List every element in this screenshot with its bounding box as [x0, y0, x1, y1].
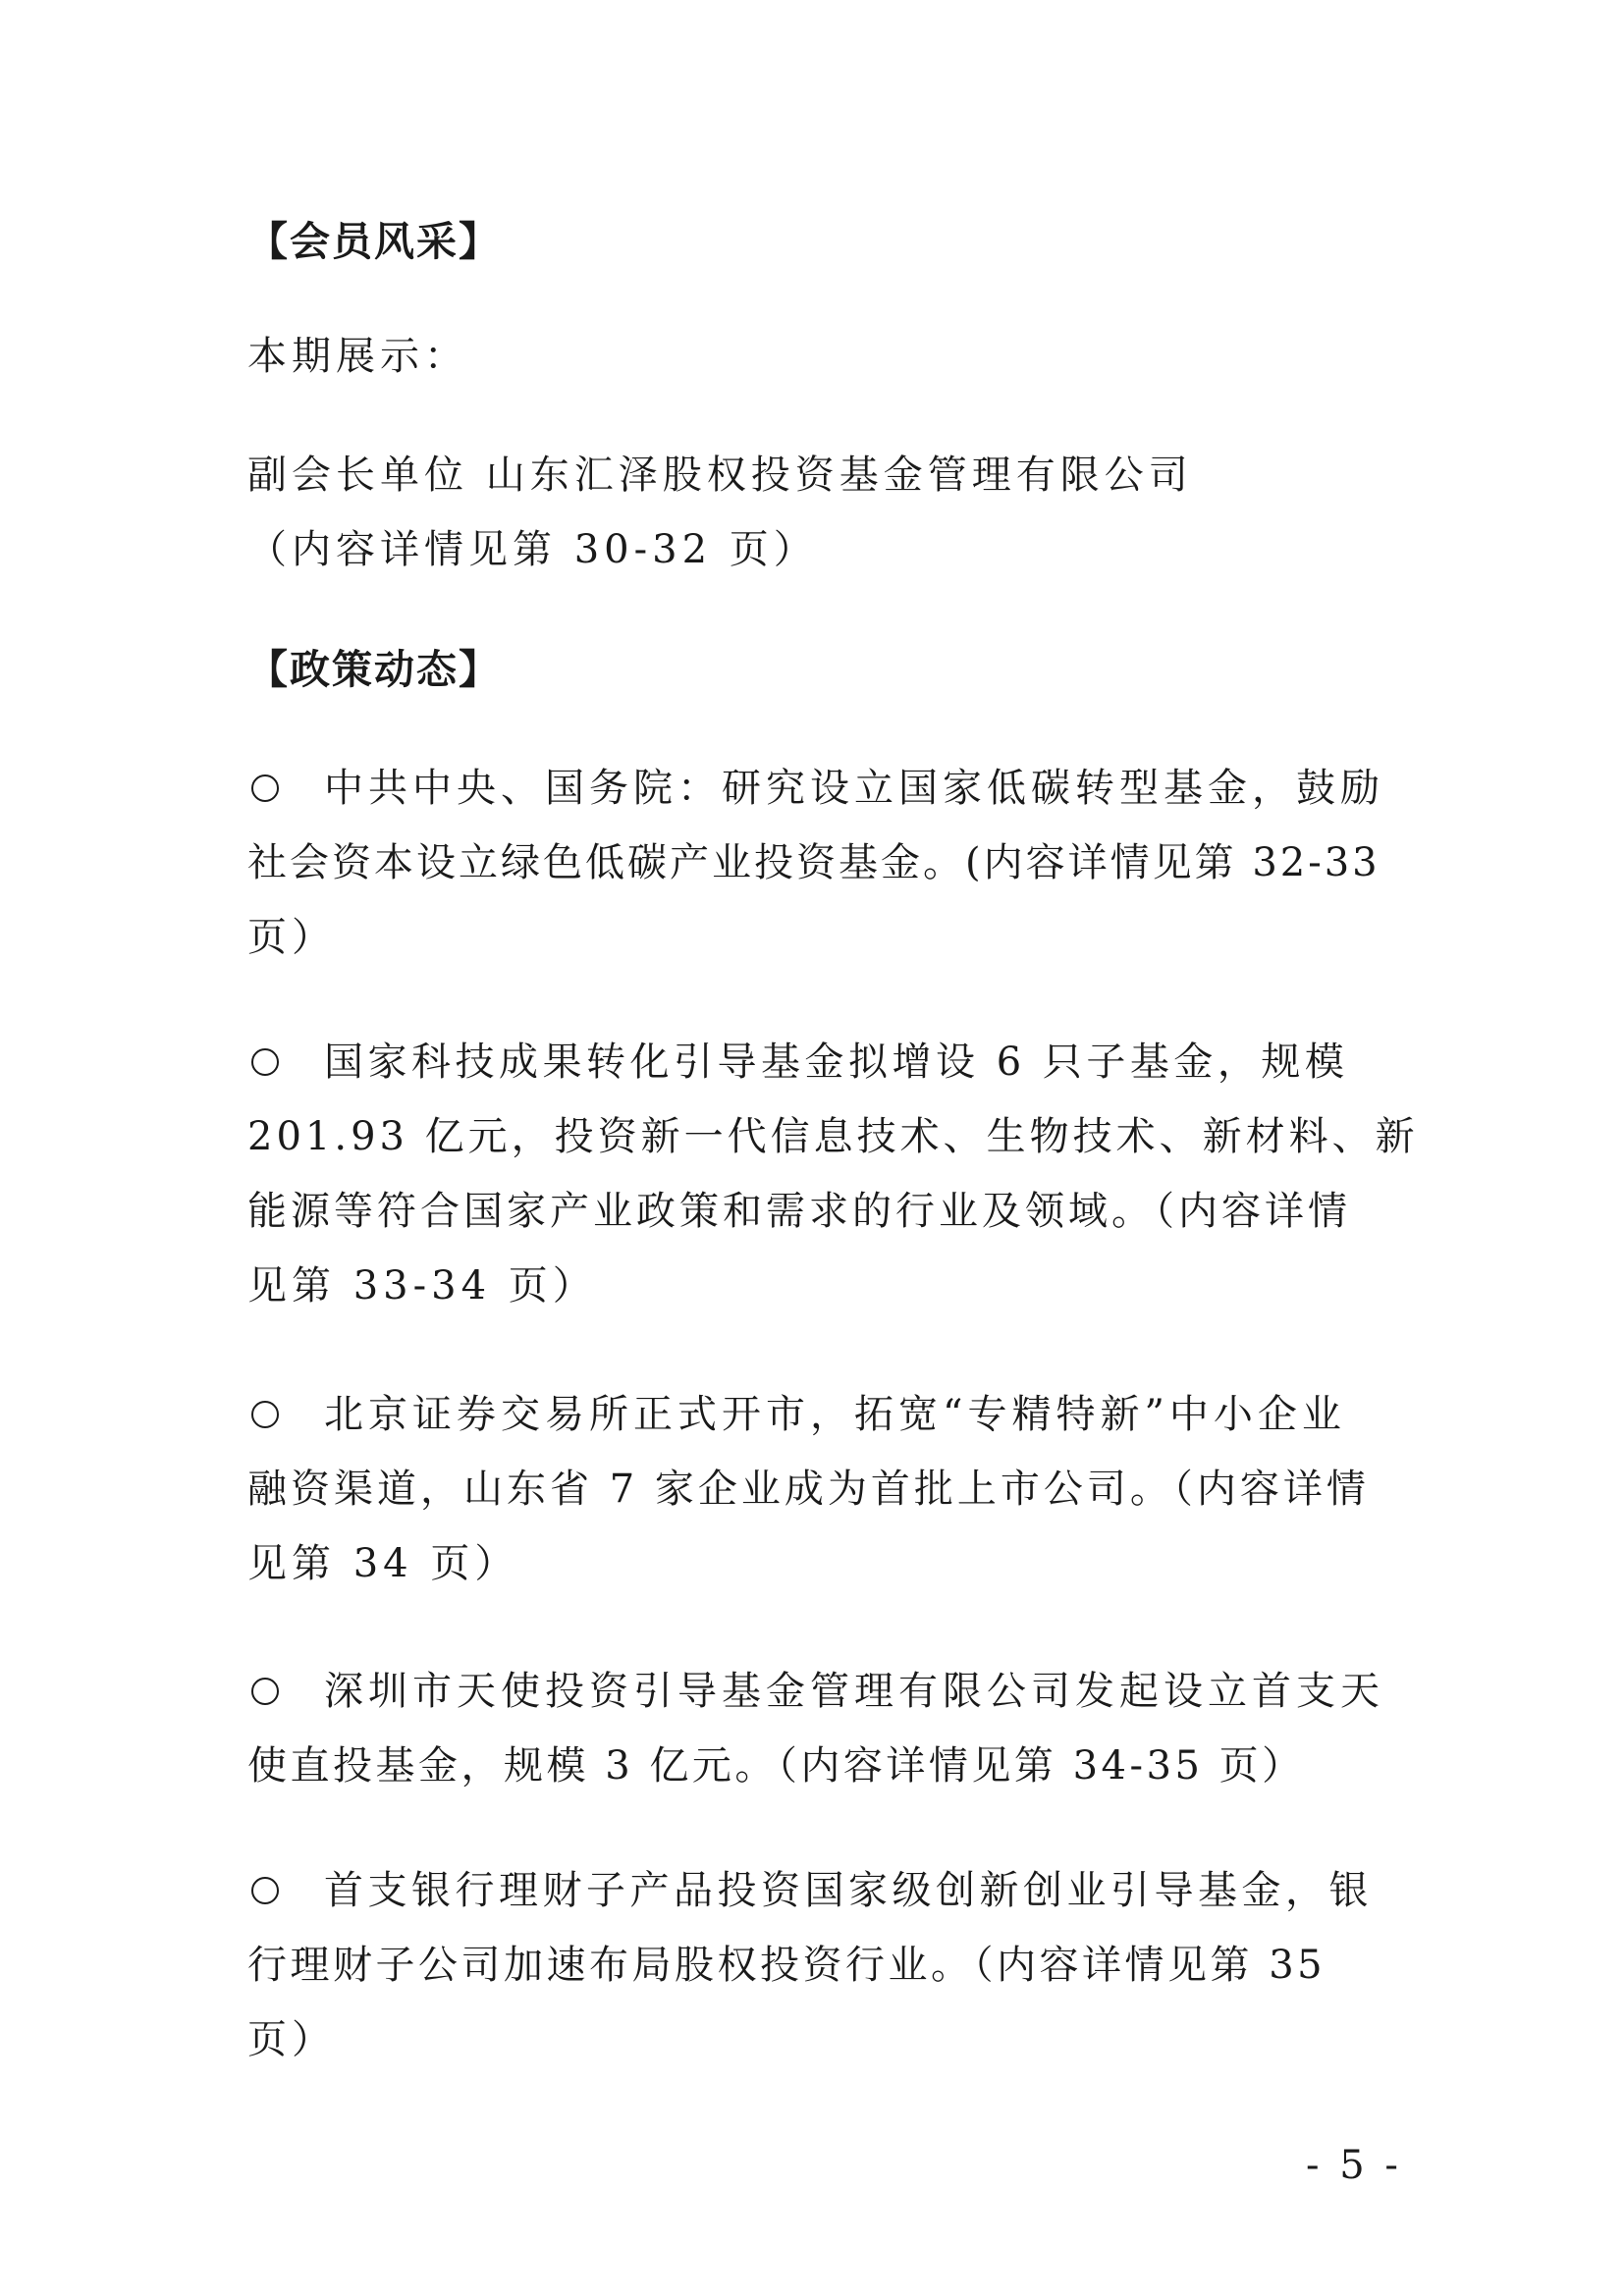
- policy-item-5-line-2: 行理财子公司加速布局股权投资行业。（内容详情见第 35: [247, 1943, 1326, 1988]
- policy-item-1-line-3: 页）: [247, 915, 336, 960]
- policy-item-5-line-1: 首支银行理财子产品投资国家级创新创业引导基金，银: [324, 1868, 1373, 1913]
- bullet-circle-icon: [251, 774, 279, 802]
- policy-item-2-line-1: 国家科技成果转化引导基金拟增设 6 只子基金，规模: [324, 1040, 1349, 1085]
- policy-item-3-line-3: 见第 34 页）: [247, 1541, 519, 1586]
- page-number: - 5 -: [1306, 2143, 1402, 2188]
- policy-item-3-line-1: 北京证券交易所正式开市，拓宽“专精特新”中小企业: [324, 1392, 1346, 1437]
- policy-item-5-line-3: 页）: [247, 2017, 336, 2062]
- bullet-circle-icon: [251, 1877, 279, 1904]
- policy-item-3-line-2: 融资渠道，山东省 7 家企业成为首批上市公司。（内容详情: [247, 1467, 1370, 1512]
- policy-item-4-line-1: 深圳市天使投资引导基金管理有限公司发起设立首支天: [324, 1669, 1384, 1714]
- policy-item-2-line-2: 201.93 亿元，投资新一代信息技术、生物技术、新材料、新: [247, 1114, 1419, 1159]
- policy-item-2-line-3: 能源等符合国家产业政策和需求的行业及领域。（内容详情: [247, 1189, 1351, 1234]
- policy-item-2-line-4: 见第 33-34 页）: [247, 1263, 597, 1308]
- bullet-circle-icon: [251, 1048, 279, 1076]
- policy-section-heading: 【政策动态】: [247, 646, 501, 693]
- member-entry-line-1: 副会长单位 山东汇泽股权投资基金管理有限公司: [247, 453, 1193, 498]
- member-entry-line-2: （内容详情见第 30-32 页）: [247, 527, 818, 572]
- bullet-circle-icon: [251, 1678, 279, 1705]
- policy-item-1-line-2: 社会资本设立绿色低碳产业投资基金。(内容详情见第 32-33: [247, 840, 1380, 885]
- policy-item-4-line-2: 使直投基金，规模 3 亿元。（内容详情见第 34-35 页）: [247, 1743, 1305, 1789]
- member-section-heading: 【会员风采】: [247, 218, 501, 265]
- policy-item-1-line-1: 中共中央、国务院：研究设立国家低碳转型基金，鼓励: [324, 766, 1384, 811]
- bullet-circle-icon: [251, 1401, 279, 1428]
- member-intro: 本期展示：: [247, 334, 468, 379]
